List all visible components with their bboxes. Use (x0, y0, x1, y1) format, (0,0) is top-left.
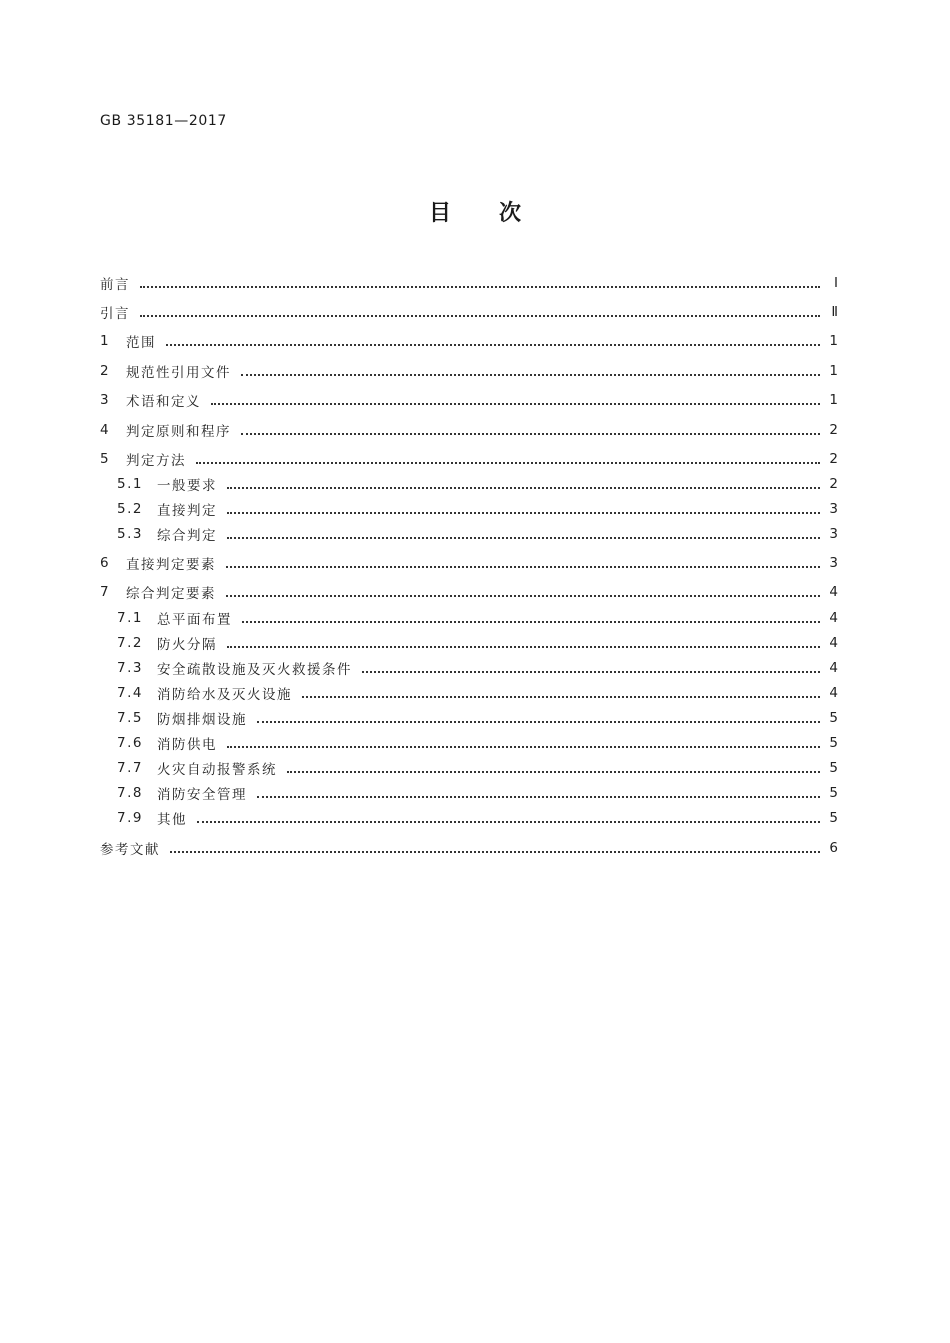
toc-entry[interactable] (100, 389, 838, 411)
dot-leader (362, 670, 820, 673)
dot-leader (227, 486, 820, 489)
toc-entry-number: 7.8 (117, 785, 143, 801)
dot-leader (211, 402, 820, 405)
toc-entry-label: 消防给水及灭火设施 (157, 687, 292, 703)
toc-entry-page: 4 (829, 610, 838, 626)
toc-entry-number: 5 (100, 451, 111, 467)
toc-entry-number: 7 (100, 584, 111, 600)
toc-entry-label: 防烟排烟设施 (157, 712, 247, 728)
toc-entry-label: 判定方法 (126, 453, 186, 469)
toc-entry-page: 5 (829, 760, 838, 776)
toc-entry-page: 3 (829, 555, 838, 571)
toc-entry-number: 6 (100, 555, 111, 571)
toc-entry-number: 7.9 (117, 810, 143, 826)
toc-entry[interactable] (100, 360, 838, 382)
toc-entry[interactable] (117, 807, 838, 829)
toc-entry-page: 5 (829, 735, 838, 751)
toc-entry[interactable] (117, 607, 838, 629)
dot-leader (227, 536, 820, 539)
dot-leader (140, 314, 820, 317)
standard-code: GB 35181—2017 (100, 113, 227, 129)
toc-entry-label: 综合判定要素 (126, 586, 216, 602)
toc-entry-number: 5.2 (117, 501, 143, 517)
toc-entry-page: Ⅰ (834, 275, 838, 291)
toc-entry-number: 7.2 (117, 635, 143, 651)
toc-entry[interactable] (117, 632, 838, 654)
dot-leader (140, 285, 820, 288)
page-title (0, 196, 950, 227)
toc-entry-label: 参考文献 (100, 842, 160, 858)
toc-entry-label: 直接判定 (157, 503, 217, 519)
dot-leader (227, 745, 820, 748)
toc-entry[interactable] (100, 272, 838, 294)
dot-leader (226, 594, 820, 597)
toc-entry-number: 7.7 (117, 760, 143, 776)
dot-leader (196, 461, 820, 464)
toc-entry[interactable] (100, 419, 838, 441)
toc-entry[interactable] (117, 473, 838, 495)
toc-entry-label: 火灾自动报警系统 (157, 762, 277, 778)
toc-entry-number: 5.1 (117, 476, 143, 492)
dot-leader (166, 343, 820, 346)
toc-entry[interactable] (117, 682, 838, 704)
toc-entry-page: 1 (829, 333, 838, 349)
toc-entry-page: 2 (829, 451, 838, 467)
toc-entry[interactable] (100, 301, 838, 323)
toc-entry-number: 7.4 (117, 685, 143, 701)
toc-entry[interactable] (117, 757, 838, 779)
dot-leader (257, 720, 820, 723)
toc-entry-page: 2 (829, 422, 838, 438)
toc-entry[interactable] (100, 837, 838, 859)
dot-leader (241, 373, 820, 376)
toc-entry-page: Ⅱ (831, 304, 838, 320)
toc-entry[interactable] (117, 523, 838, 545)
toc-entry-page: 3 (829, 526, 838, 542)
toc-entry[interactable] (117, 782, 838, 804)
toc-entry[interactable] (117, 657, 838, 679)
toc-entry-page: 4 (829, 635, 838, 651)
toc-entry[interactable] (117, 498, 838, 520)
dot-leader (227, 645, 820, 648)
title-char-right: 次 (499, 201, 522, 226)
toc-entry-page: 3 (829, 501, 838, 517)
toc-entry[interactable] (100, 581, 838, 603)
dot-leader (197, 820, 820, 823)
title-char-left: 目 (428, 201, 451, 226)
dot-leader (170, 850, 820, 853)
toc-entry[interactable] (100, 330, 838, 352)
toc-entry-page: 1 (829, 363, 838, 379)
toc-entry-page: 5 (829, 810, 838, 826)
dot-leader (241, 432, 820, 435)
toc-entry-page: 4 (829, 660, 838, 676)
dot-leader (257, 795, 820, 798)
toc-entry[interactable] (100, 552, 838, 574)
toc-entry-page: 2 (829, 476, 838, 492)
toc-entry-label: 术语和定义 (126, 394, 201, 410)
toc-entry-page: 5 (829, 785, 838, 801)
toc-entry-label: 其他 (157, 812, 187, 828)
toc-entry-label: 范围 (126, 335, 156, 351)
toc-entry-label: 消防安全管理 (157, 787, 247, 803)
toc-entry-label: 一般要求 (157, 478, 217, 494)
toc-entry-number: 7.3 (117, 660, 143, 676)
toc-entry-label: 判定原则和程序 (126, 424, 231, 440)
toc-entry-label: 总平面布置 (157, 612, 232, 628)
dot-leader (226, 565, 820, 568)
dot-leader (302, 695, 820, 698)
toc-entry-label: 直接判定要素 (126, 557, 216, 573)
dot-leader (227, 511, 820, 514)
toc-entry-label: 消防供电 (157, 737, 217, 753)
toc-entry-page: 5 (829, 710, 838, 726)
toc-entry[interactable] (117, 707, 838, 729)
toc-entry-label: 前言 (100, 277, 130, 293)
toc-entry-label: 引言 (100, 306, 130, 322)
toc-entry-label: 综合判定 (157, 528, 217, 544)
dot-leader (287, 770, 820, 773)
toc-entry-label: 防火分隔 (157, 637, 217, 653)
toc-entry-number: 4 (100, 422, 111, 438)
toc-entry-number: 3 (100, 392, 111, 408)
toc-entry-number: 5.3 (117, 526, 143, 542)
toc-entry-page: 4 (829, 685, 838, 701)
toc-entry[interactable] (117, 732, 838, 754)
toc-entry-number: 1 (100, 333, 111, 349)
toc-entry-label: 安全疏散设施及灭火救援条件 (157, 662, 352, 678)
toc-entry[interactable] (100, 448, 838, 470)
toc-entry-label: 规范性引用文件 (126, 365, 231, 381)
toc-entry-number: 7.5 (117, 710, 143, 726)
toc-entry-number: 2 (100, 363, 111, 379)
toc-entry-number: 7.1 (117, 610, 143, 626)
toc-entry-page: 4 (829, 584, 838, 600)
toc-entry-page: 1 (829, 392, 838, 408)
toc-entry-number: 7.6 (117, 735, 143, 751)
dot-leader (242, 620, 820, 623)
toc-entry-page: 6 (829, 840, 838, 856)
